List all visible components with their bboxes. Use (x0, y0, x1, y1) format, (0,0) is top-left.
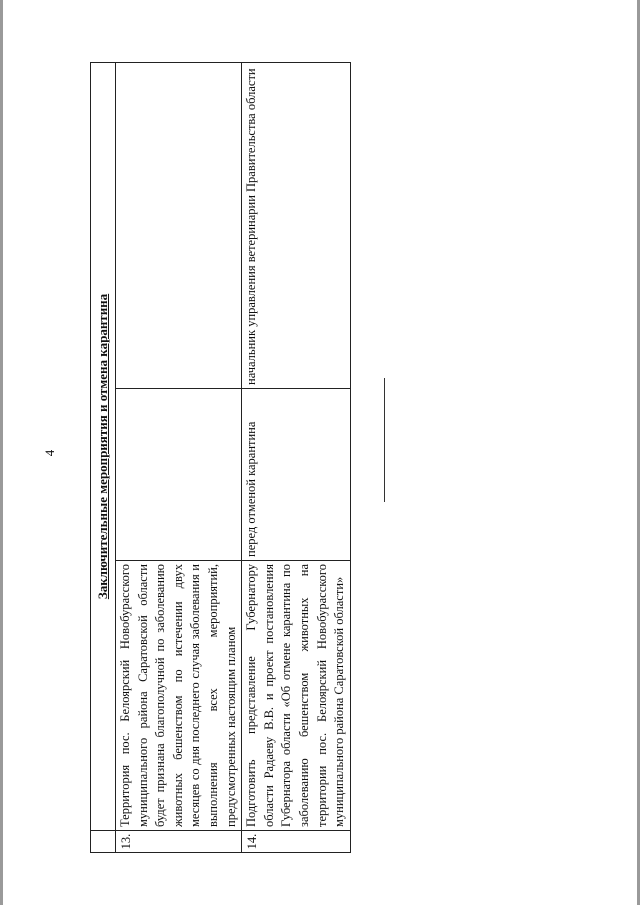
page-number: 4 (42, 449, 57, 457)
rotated-page-content (90, 63, 347, 853)
section-header-row (91, 62, 116, 852)
row-number: 13. (116, 831, 242, 853)
measure-text: Подготовить представление Губернатору области Радаеву В.В. и проект постановления Губернатора области «Об отмене карантина по заболеванию бешенством животных на территории пос. Белоярский Новобурасского муниципального района Саратовской области» (242, 561, 351, 831)
scan-edge-left (0, 0, 3, 905)
responsible-text (116, 62, 242, 388)
table-row (242, 62, 351, 852)
measure-text: Территория пос. Белоярский Новобурасского муниципального района Саратовской области будет признана благополучной по заболеванию животных бешенством по истечении двух месяцев со дня последнего случая заболевания и выполнения всех мероприятий, предусмотренных настоящим планом (116, 561, 242, 831)
responsible-text: начальник управления ветеринарии Правительства области (242, 62, 351, 388)
closing-rule-line (384, 378, 385, 502)
row-number: 14. (242, 831, 351, 853)
table-row (116, 62, 242, 852)
term-text (116, 389, 242, 561)
measures-table (90, 62, 351, 853)
section-title: Заключительные мероприятия и отмена карантина (91, 62, 116, 830)
term-text: перед отменой карантина (242, 389, 351, 561)
